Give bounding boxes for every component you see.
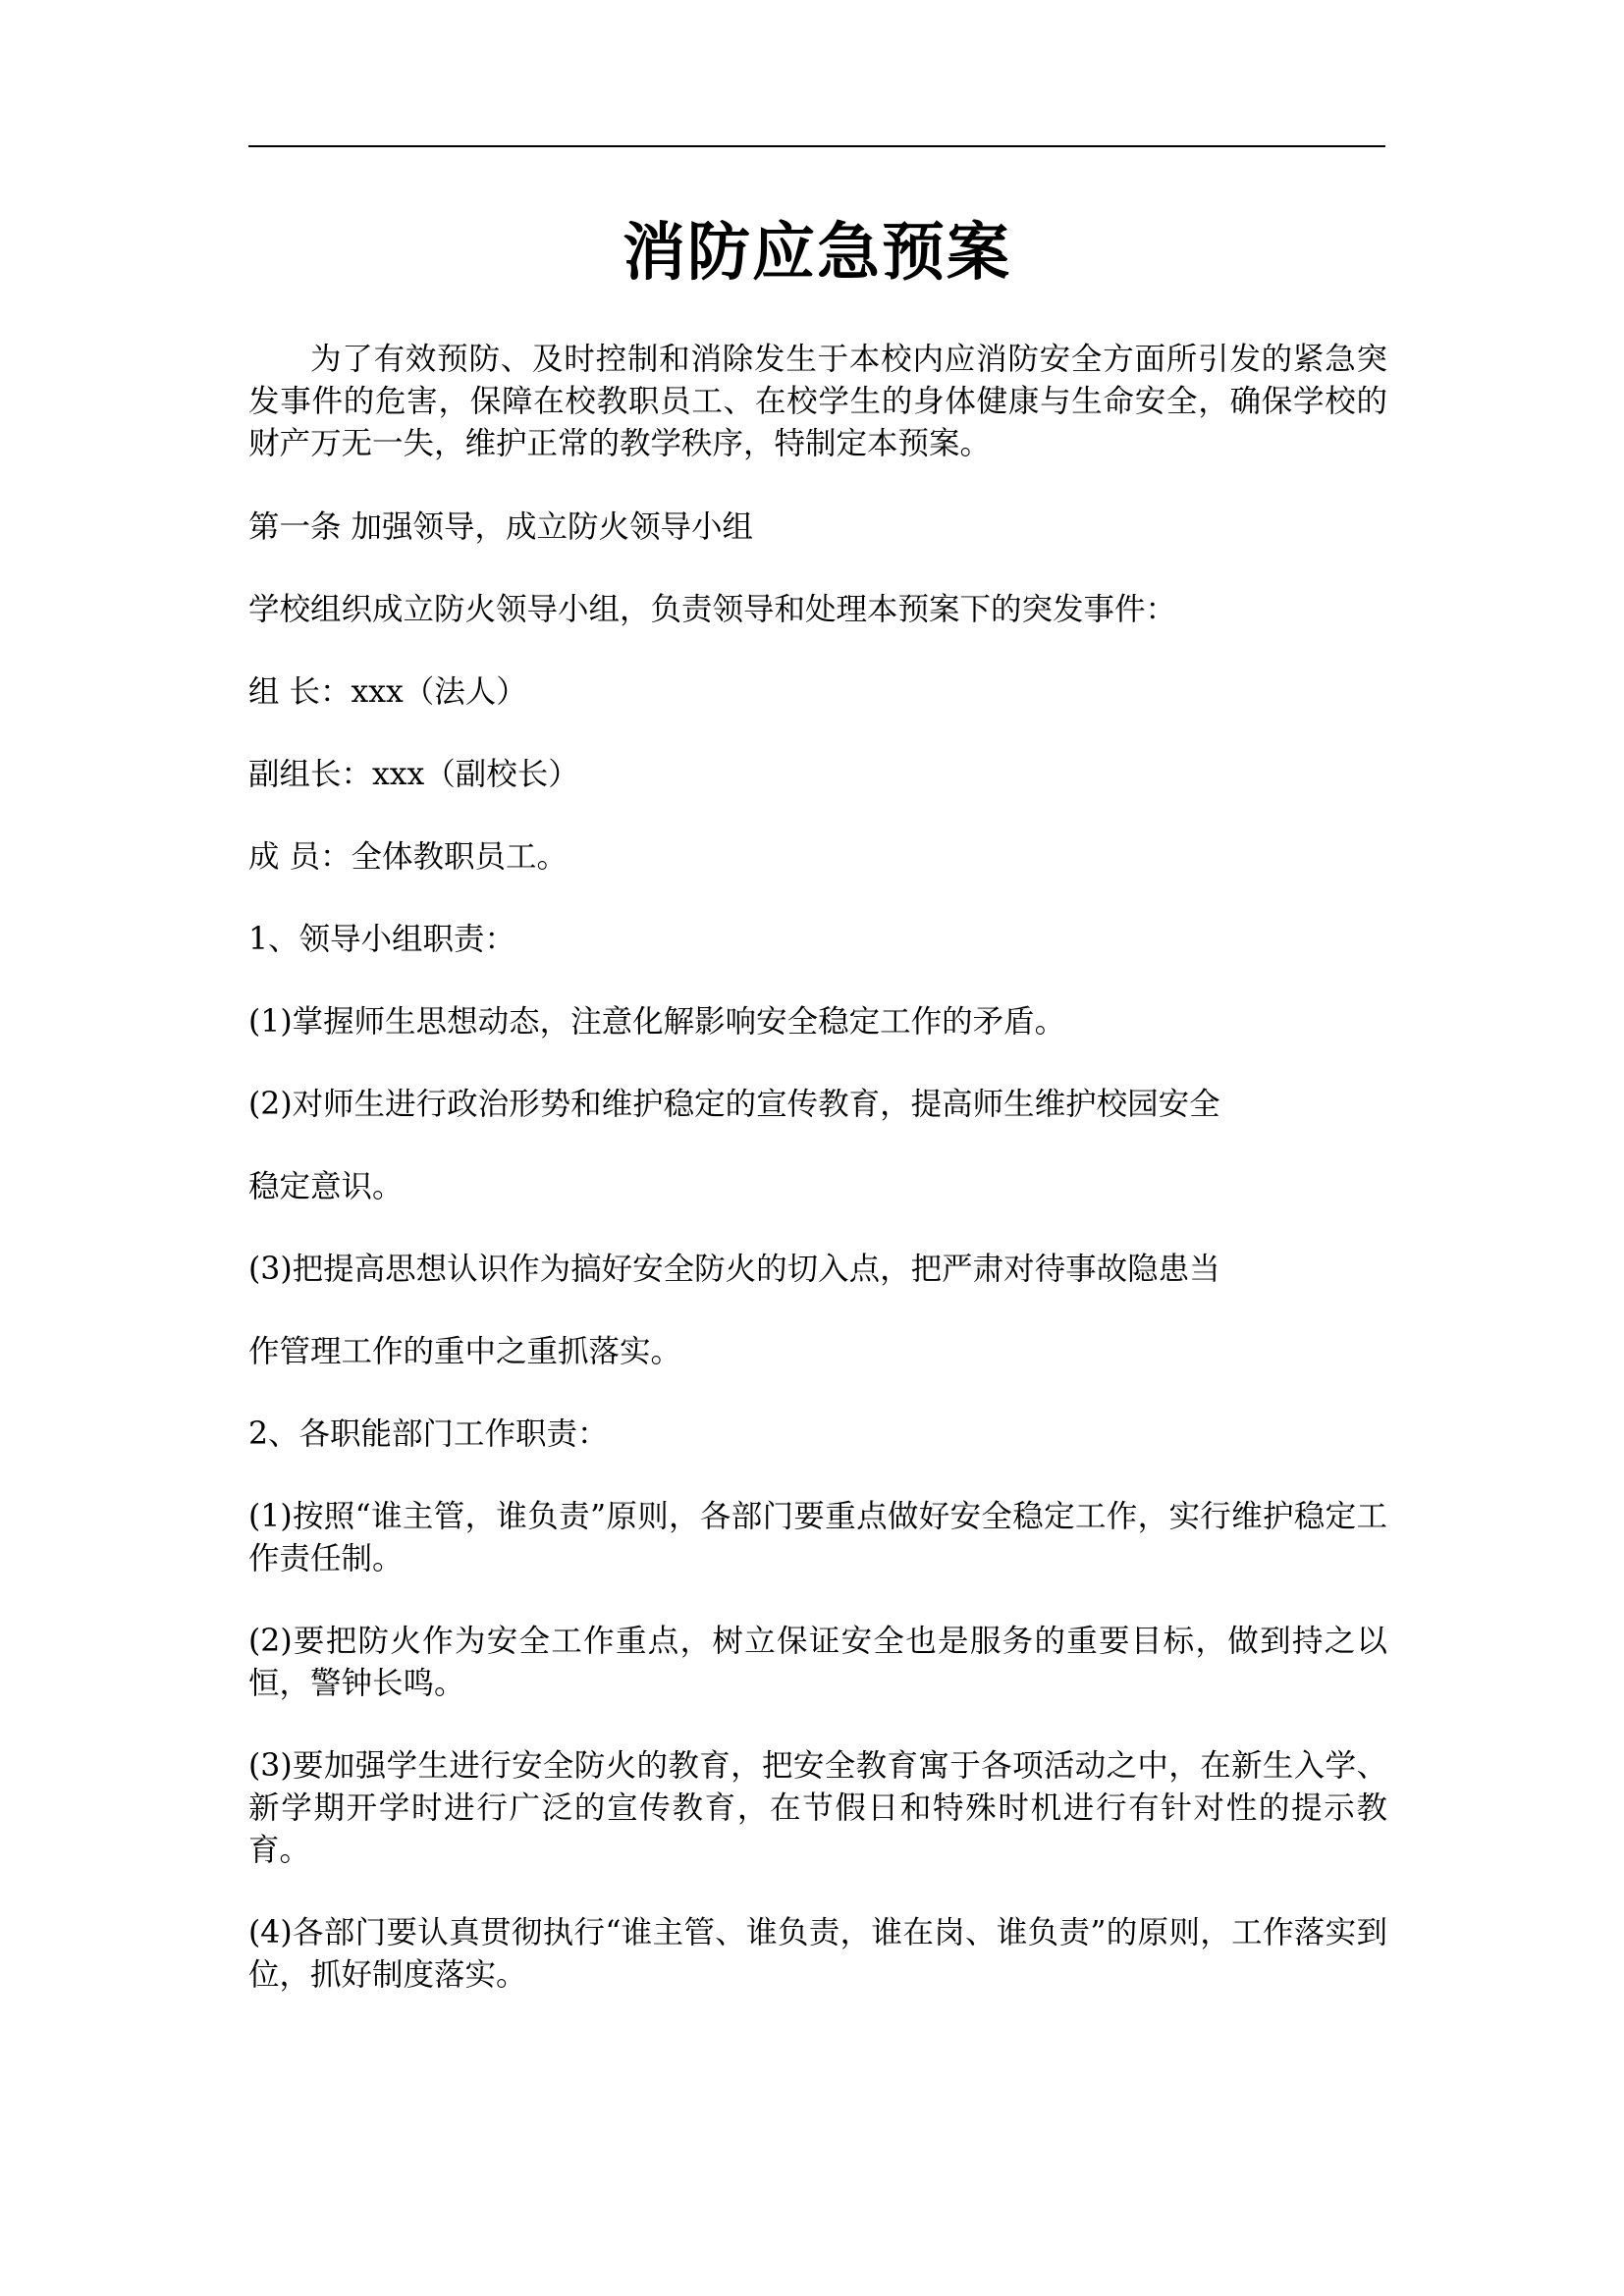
deputy-leader-line: 副组长：xxx（副校长） [248,757,579,792]
duty-2-3: (3)要加强学生进行安全防火的教育，把安全教育寓于各项活动之中，在新生入学、新学期开学时进行广泛的宣传教育，在节假日和特殊时机进行有针对性的提示教育。 [248,1748,1387,1868]
duty-2-2: (2)要把防火作为安全工作重点，树立保证安全也是服务的重要目标，做到持之以恒，警钟长鸣。 [248,1624,1387,1701]
members-line: 成 员：全体教职员工。 [248,839,568,875]
article-one-heading: 第一条 加强领导，成立防火领导小组 [248,509,754,545]
duty-1-3-line-b: 作管理工作的重中之重抓落实。 [248,1334,682,1369]
duty-1-3-line-a: (3)把提高思想认识作为搞好安全防火的切入点，把严肃对待事故隐患当 [248,1252,1220,1287]
duty-2-1: (1)按照“谁主管，谁负责”原则，各部门要重点做好安全稳定工作，实行维护稳定工作责任制。 [248,1499,1387,1576]
group-formation-paragraph: 学校组织成立防火领导小组，负责领导和处理本预案下的突发事件： [248,592,1177,627]
group-leader-line: 组 长：xxx（法人） [248,674,527,710]
duty-1-1: (1)掌握师生思想动态，注意化解影响安全稳定工作的矛盾。 [248,1004,1066,1040]
section-1-heading: 1、领导小组职责： [248,922,516,957]
duty-2-4: (4)各部门要认真贯彻执行“谁主管、谁负责，谁在岗、谁负责”的原则，工作落实到位，抓好制度落实。 [248,1915,1387,1993]
document-title: 消防应急预案 [623,216,1011,290]
header-rule [248,145,1385,147]
duty-1-2-line-a: (2)对师生进行政治形势和维护稳定的宣传教育，提高师生维护校园安全 [248,1087,1220,1122]
duty-1-2-line-b: 稳定意识。 [248,1169,404,1204]
intro-paragraph: 为了有效预防、及时控制和消除发生于本校内应消防安全方面所引发的紧急突发事件的危害，保障在校教职员工、在校学生的身体健康与生命安全，确保学校的财产万无一失，维护正常的教学秩序，特制定本预案。 [248,342,1387,461]
section-2-heading: 2、各职能部门工作职责： [248,1416,609,1452]
